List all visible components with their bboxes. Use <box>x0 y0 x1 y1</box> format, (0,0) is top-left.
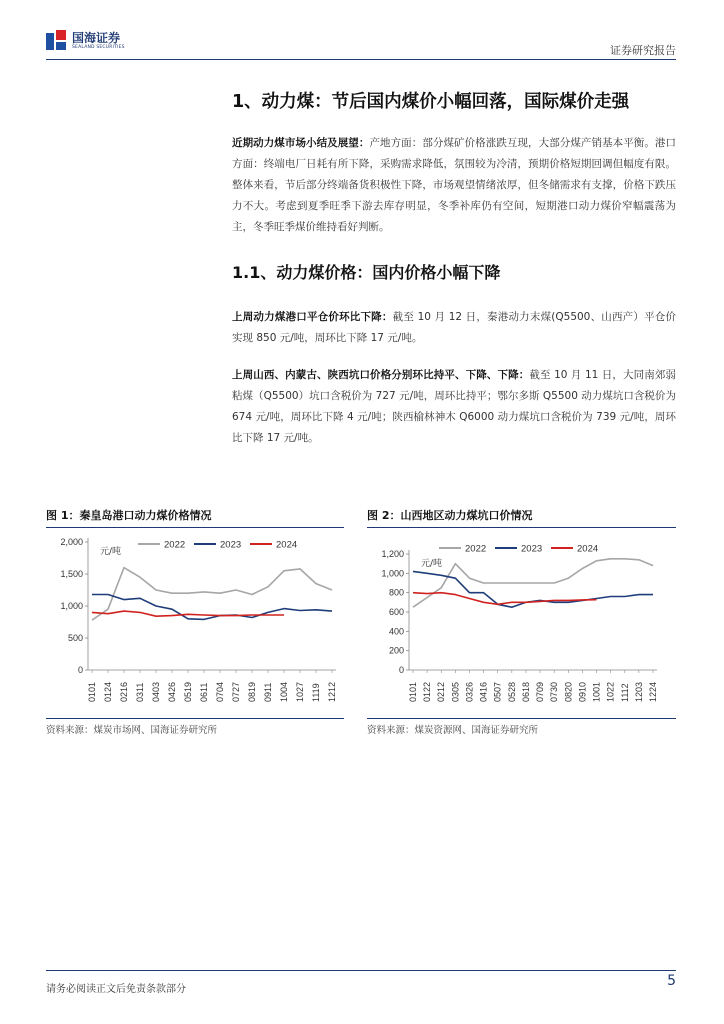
x-tick-label: 1027 <box>295 681 305 702</box>
logo-cn-text: 国海证券 <box>72 30 121 45</box>
figure-1-source: 资料来源：煤炭市场网、国海证券研究所 <box>46 718 344 736</box>
x-tick-label: 0911 <box>263 682 273 702</box>
x-tick-label: 0528 <box>506 681 517 702</box>
x-tick-label: 0820 <box>563 681 574 702</box>
summary-paragraph <box>232 133 676 238</box>
y-tick-label: 500 <box>67 633 83 643</box>
x-tick-label: 1224 <box>648 681 658 702</box>
x-tick-label: 0727 <box>231 681 241 702</box>
figure-2-title: 图 2：山西地区动力煤坑口价情况 <box>367 506 676 528</box>
page-footer <box>46 970 676 994</box>
x-tick-label: 0212 <box>436 681 447 702</box>
legend-label: 2022 <box>465 543 487 555</box>
x-tick-label: 0311 <box>135 682 145 702</box>
x-tick-label: 0704 <box>215 681 225 702</box>
series-line-2022 <box>413 559 653 607</box>
x-tick-label: 0216 <box>119 681 129 702</box>
y-tick-label: 800 <box>388 587 404 598</box>
section-1-1-title: 1.1、动力煤价格：国内价格小幅下降 <box>232 263 501 282</box>
page-header <box>46 26 676 60</box>
y-tick-label: 200 <box>388 645 404 656</box>
x-tick-label: 1212 <box>327 681 337 702</box>
unit-label: 元/吨 <box>421 559 443 569</box>
x-tick-label: 0326 <box>464 681 475 702</box>
report-type: 证券研究报告 <box>610 44 676 57</box>
page-number: 5 <box>667 973 676 989</box>
x-tick-label: 0519 <box>183 681 193 702</box>
logo-en-text: SEALAND SECURITIES <box>72 44 125 50</box>
chart-1-svg <box>46 530 344 710</box>
x-tick-label: 0101 <box>87 681 97 702</box>
x-tick-label: 0101 <box>408 681 418 702</box>
y-tick-label: 400 <box>388 626 404 637</box>
legend-label: 2022 <box>164 539 186 551</box>
summary-lead: 近期动力煤市场小结及展望： <box>232 137 370 149</box>
y-tick-label: 1,500 <box>60 569 83 579</box>
x-tick-label: 0611 <box>199 682 209 702</box>
y-tick-label: 600 <box>388 607 404 617</box>
y-tick-label: 0 <box>77 665 83 675</box>
section-1-title: 1、动力煤：节后国内煤价小幅回落，国际煤价走强 <box>232 92 630 112</box>
mine-price-paragraph <box>232 365 676 449</box>
x-tick-label: 1001 <box>591 681 602 702</box>
series-line-2024 <box>92 611 284 616</box>
chart-qinhuangdao-price <box>46 530 344 710</box>
y-tick-label: 2,000 <box>60 537 83 547</box>
figure-1-title: 图 1：秦皇岛港口动力煤价格情况 <box>46 506 344 528</box>
mine-price-body: 截至 10 月 11 日，大同南郊弱粘煤（Q5500）坑口含税价为 727 元/吨，周环比持平；鄂尔多斯 Q5500 动力煤坑口含税价为 674 元/吨，周环比下降 4 元/吨；陕西榆林神木 Q6000 动力煤坑口含税价为 739 元/吨，周环比下降 17 元/吨。 <box>232 369 677 444</box>
x-tick-label: 1203 <box>633 681 644 702</box>
unit-label: 元/吨 <box>100 547 122 557</box>
legend-label: 2023 <box>521 543 543 555</box>
port-price-lead: 上周动力煤港口平仓价环比下降： <box>232 311 393 323</box>
x-tick-label: 0403 <box>151 681 161 702</box>
x-tick-label: 0507 <box>492 681 503 702</box>
x-tick-label: 0618 <box>520 681 531 702</box>
company-logo <box>46 28 125 54</box>
mine-price-lead: 上周山西、内蒙古、陕西坑口价格分别环比持平、下降、下降： <box>232 369 530 381</box>
x-tick-label: 0124 <box>103 681 113 702</box>
y-tick-label: 0 <box>398 665 404 675</box>
port-price-body: 截至 10 月 12 日，秦港动力末煤(Q5500、山西产）平仓价实现 850 元/吨，周环比下降 17 元/吨。 <box>232 311 677 344</box>
x-tick-label: 0910 <box>577 681 588 702</box>
x-tick-label: 0426 <box>167 681 177 702</box>
chart-2-svg <box>367 530 676 710</box>
x-tick-label: 0819 <box>247 681 257 702</box>
x-tick-label: 0305 <box>450 681 461 702</box>
summary-body: 产地方面：部分煤矿价格涨跌互现，大部分煤产销基本平衡。港口方面：终端电厂日耗有所下降，采购需求降低，氛围较为冷清，预期价格短期回调但幅度有限。整体来看，节后部分终端备货积极性下降，市场观望情绪浓厚，但冬储需求有支撑，价格下跌压力不大。考虑到夏季旺季下游去库存明显，冬季补库仍有空间，短期港口动力煤价窄幅震荡为主，冬季旺季煤价维持看好判断。 <box>232 137 677 233</box>
footer-disclaimer: 请务必阅读正文后免责条款部分 <box>46 984 186 995</box>
logo-icon <box>46 30 68 52</box>
x-tick-label: 0122 <box>422 681 433 702</box>
port-price-paragraph <box>232 307 676 349</box>
y-tick-label: 1,000 <box>381 568 404 579</box>
x-tick-label: 1112 <box>619 683 630 702</box>
x-tick-label: 1022 <box>605 681 616 702</box>
x-tick-label: 0416 <box>478 681 489 702</box>
y-tick-label: 1,000 <box>60 601 83 611</box>
y-tick-label: 1,200 <box>381 549 404 559</box>
x-tick-label: 0730 <box>549 681 560 702</box>
chart-shanxi-price <box>367 530 676 710</box>
figure-2-source: 资料来源：煤炭资源网、国海证券研究所 <box>367 718 676 736</box>
x-tick-label: 0709 <box>535 681 546 702</box>
x-tick-label: 1119 <box>311 683 321 702</box>
legend-label: 2023 <box>220 539 242 551</box>
legend-label: 2024 <box>577 543 599 555</box>
x-tick-label: 1004 <box>279 681 289 702</box>
legend-label: 2024 <box>276 539 298 551</box>
